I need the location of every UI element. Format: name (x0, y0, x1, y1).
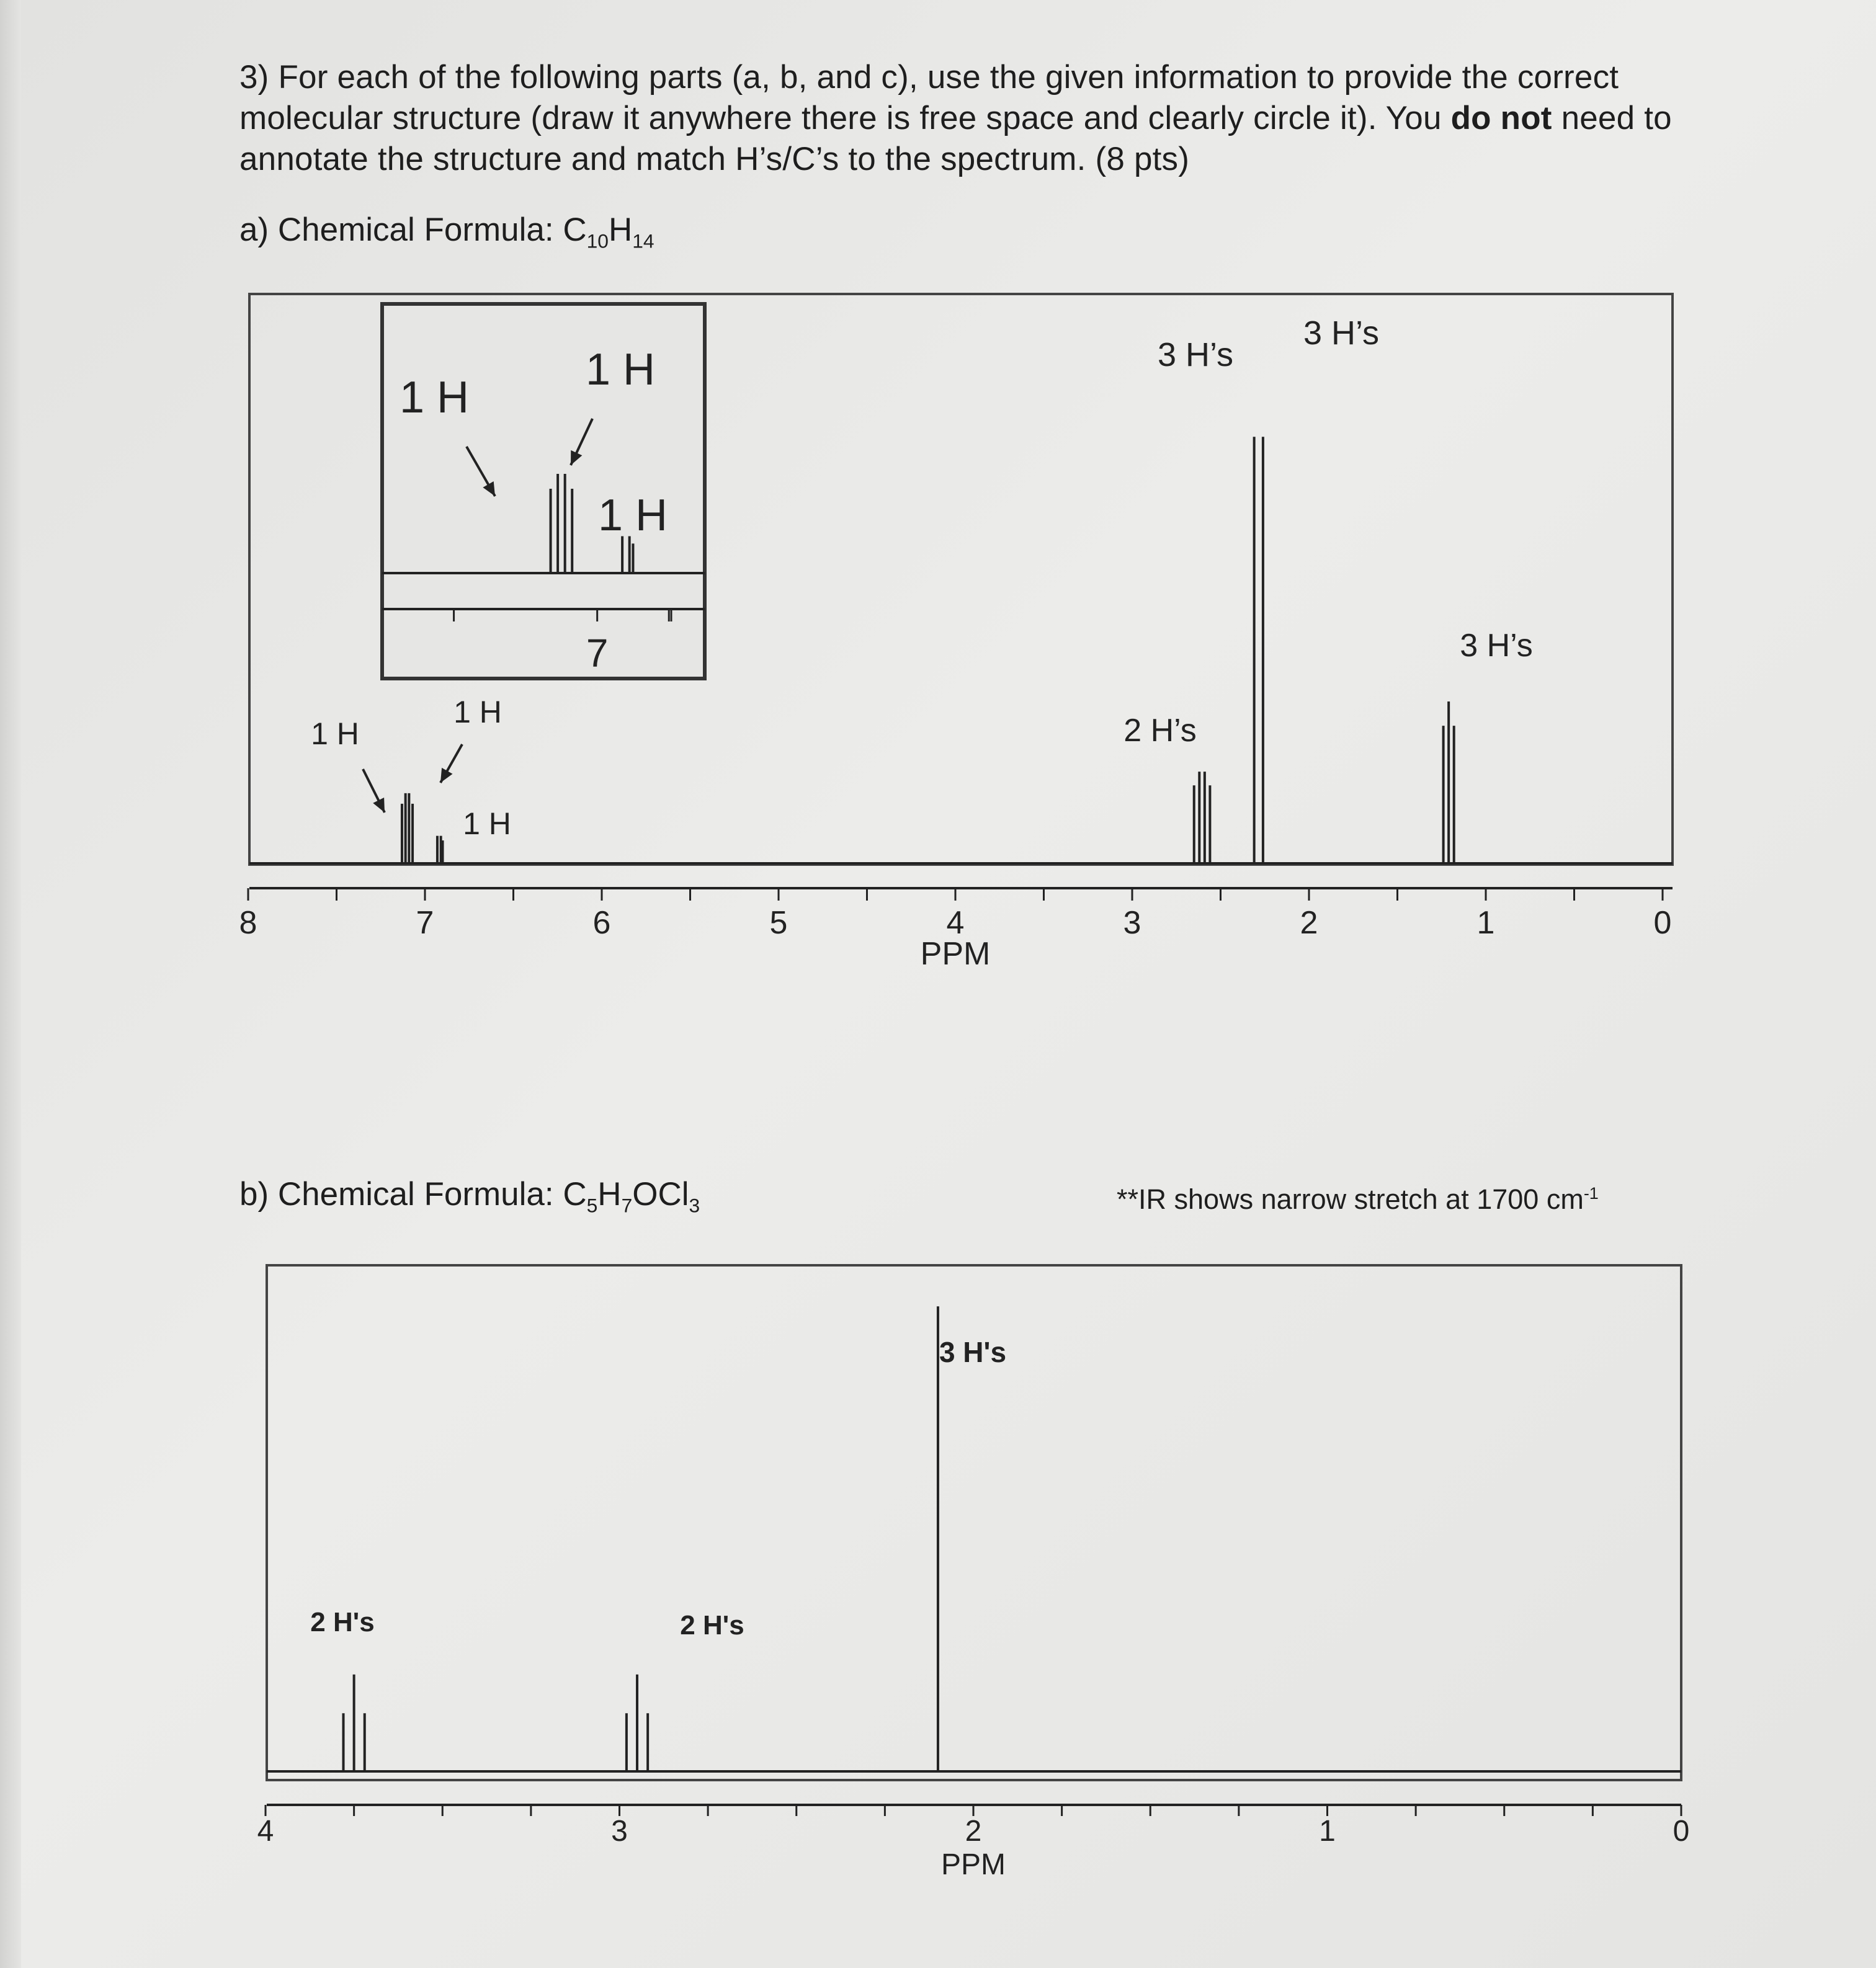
spectrum-a-peak (437, 836, 441, 863)
part-a-formula-part: H (608, 211, 633, 248)
spectrum-b (257, 1265, 1690, 1881)
spectrum-a-tick-label: 6 (592, 905, 611, 941)
spectrum-a-peak-label: 2 H’s (1123, 713, 1197, 749)
inset-tick-label: 7 (586, 631, 609, 675)
spectrum-a-tick-label: 3 (1123, 905, 1141, 941)
part-b-formula-part: 7 (621, 1194, 633, 1217)
question-intro: 3) For each of the following parts (a, b, and c), use the given information to provide the correct molecular structure (draw it anywhere there is free space and clearly circle it). You (239, 59, 1619, 136)
spectrum-a-tick-label: 0 (1653, 905, 1672, 941)
part-b-formula-part: OCl (632, 1176, 689, 1213)
part-b-formula-part: 3 (689, 1194, 700, 1217)
part-b-formula-part: C (563, 1176, 587, 1213)
spectrum-b-peak (344, 1675, 365, 1771)
question-outro: need to annotate the structure and match H’s/C’s to the spectrum. (8 pts) (239, 100, 1672, 177)
spectrum-b-xlabel: PPM (940, 1848, 1006, 1881)
spectrum-b-peak-label: 2 H's (680, 1610, 744, 1641)
spectrum-a-tick-label: 1 (1476, 905, 1495, 941)
spectrum-a-peak-label: 3 H’s (1303, 314, 1380, 352)
spectrum-a-peak-label: 1 H (463, 806, 511, 841)
ir-note-unit: -1 (1583, 1184, 1599, 1203)
inset-peak-label: 1 H (585, 345, 656, 394)
spectrum-a-tick-label: 5 (769, 905, 788, 941)
spectrum-b-tick-label: 1 (1319, 1815, 1336, 1848)
inset-peak-label: 1 H (399, 373, 470, 422)
ir-note-text: **IR shows narrow stretch at 1700 cm (1117, 1183, 1584, 1215)
spectrum-b-tick-label: 3 (611, 1815, 628, 1848)
spectrum-b-tick-label: 4 (257, 1815, 274, 1848)
spectrum-a-tick-label: 8 (239, 905, 257, 941)
spectrum-a-peak-label: 1 H (311, 716, 359, 751)
spectrum-b-peak (627, 1675, 648, 1771)
part-b-formula-part: 5 (586, 1194, 598, 1217)
spectrum-a-peak (402, 793, 413, 863)
spectrum-a-xlabel: PPM (920, 936, 991, 972)
inset-peak-label: 1 H (597, 491, 668, 540)
spectrum-a (239, 294, 1673, 972)
question-emphasis: do not (1450, 100, 1552, 136)
part-a-formula-part: 10 (586, 229, 609, 252)
part-b-label: b) Chemical Formula: (239, 1176, 563, 1213)
spectrum-a-tick-label: 7 (416, 905, 434, 941)
arrow-icon (363, 769, 385, 813)
spectrum-a-peak-label: 1 H (453, 695, 502, 729)
spectrum-a-peak-label: 3 H’s (1460, 628, 1533, 664)
spectrum-a-peak (1194, 772, 1210, 863)
spectrum-a-inset (382, 304, 705, 679)
spectrum-a-peak-label: 3 H’s (1157, 336, 1234, 373)
spectrum-a-peak (1444, 701, 1454, 863)
arrow-icon (440, 744, 462, 783)
spectrum-b-peak-label: 2 H's (310, 1607, 375, 1637)
part-a-label: a) Chemical Formula: (239, 211, 563, 248)
spectrum-b-tick-label: 2 (965, 1815, 982, 1848)
part-a-formula-part: C (563, 211, 587, 248)
spectrum-a-tick-label: 4 (946, 905, 965, 941)
part-a-formula-part: 14 (632, 229, 654, 252)
spectrum-b-tick-label: 0 (1673, 1815, 1690, 1848)
spectrum-b-peak-label: 3 H's (939, 1336, 1007, 1368)
spectrum-a-tick-label: 2 (1300, 905, 1318, 941)
part-b-formula-part: H (597, 1176, 622, 1213)
